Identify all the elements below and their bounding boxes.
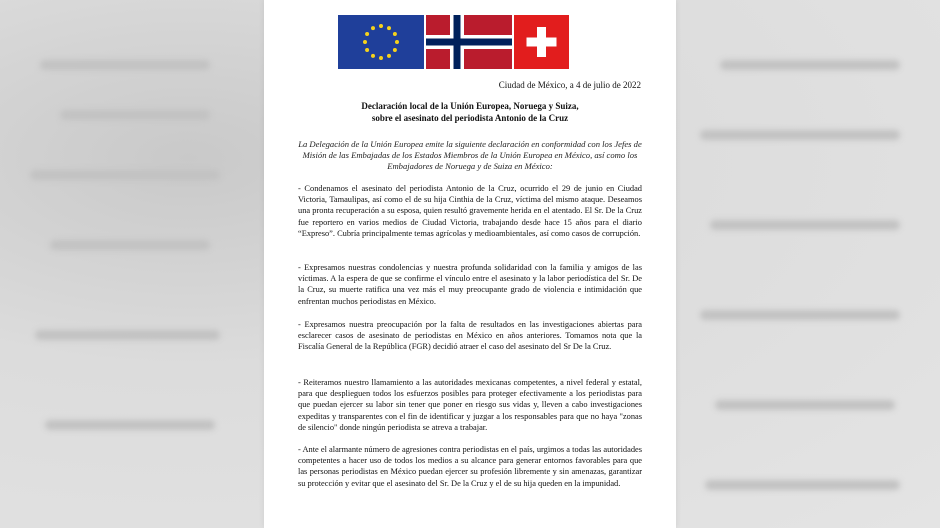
blurred-text (700, 130, 900, 140)
blurred-text (60, 110, 210, 120)
statement-title (264, 100, 676, 124)
dateline: Ciudad de México, a 4 de julio de 2022 (498, 80, 641, 90)
blurred-text (700, 310, 900, 320)
paragraph: - Ante el alarmante número de agresiones contra periodistas en el país, urgimos a todas las autoridades competentes a hacer uso de todos los medios a su alcance para generar entornos favorables para que las personas periodistas en México puedan ejercer su profesión libremente y sin amenazas, garantizar su protección y evitar que el asesinato del Sr. De la Cruz y el de su hija queden en la impunidad. (298, 445, 642, 488)
blurred-text (50, 240, 210, 250)
paragraph: - Reiteramos nuestro llamamiento a las autoridades mexicanas competentes, a nivel federal y estatal, para que desplieguen todos los esfuerzos posibles para proteger efectivamente a los periodistas para que puedan ejercer su labor sin tener que poner en riesgo sus vidas y, lleven a cabo investigaciones expeditas y transparentes con el fin de identificar y juzgar a los responsables para que no haya "zonas de silencio" donde ningún periodista se atreva a trabajar. (298, 378, 642, 432)
paragraph: - Expresamos nuestras condolencias y nuestra profunda solidaridad con la familia y amigos de las víctimas. A la espera de que se confirme el vínculo entre el asesinato y la labor periodística del Sr. De la Cruz, su muerte ratifica una vez más el muy preocupante grado de violencia e intimidación que enfrentan muchos periodistas en México. (298, 263, 642, 306)
paragraph: - Expresamos nuestra preocupación por la falta de resultados en las investigaciones abiertas para esclarecer casos de asesinato de periodistas en México en años anteriores. Tomamos nota que la Fiscalía General de la República (FGR) decidió atraer el caso del asesinato del Sr De la Cruz. (298, 320, 642, 352)
blurred-text (710, 220, 900, 230)
flag-row (338, 15, 569, 69)
blurred-text (45, 420, 215, 430)
intro-paragraph: La Delegación de la Unión Europea emite la siguiente declaración en conformidad con los Jefes de Misión de las Embajadas de los Estados Miembros de la Unión Europea en México, así como los Embajadores de Noruega y de Suiza en México: (298, 139, 642, 172)
paragraph: - Condenamos el asesinato del periodista Antonio de la Cruz, ocurrido el 29 de junio en Ciudad Victoria, Tamaulipas, así como el de su hija Cinthia de la Cruz, víctima del mismo ataque. Deseamos una pronta recuperación a su esposa, quien resultó gravemente herida en el atentado. El Sr. De la Cruz fue reportero en varios medios de Ciudad Victoria, trabajando desde hace 15 años para el diario “Expreso”. Cubría principalmente temas agrícolas y medioambientales, así como casos de corrupción. (298, 184, 642, 238)
title-line: Declaración local de la Unión Europea, Noruega y Suiza, (361, 101, 579, 111)
title-line: sobre el asesinato del periodista Antonio de la Cruz (371, 113, 569, 123)
blurred-text (40, 60, 210, 70)
eu-flag-icon (338, 15, 424, 69)
blurred-text (715, 400, 895, 410)
blurred-text (35, 330, 220, 340)
blurred-text (705, 480, 900, 490)
norway-flag-icon (426, 15, 512, 69)
document-page (264, 0, 676, 528)
blurred-text (30, 170, 220, 180)
switzerland-flag-icon (514, 15, 569, 69)
blurred-text (720, 60, 900, 70)
